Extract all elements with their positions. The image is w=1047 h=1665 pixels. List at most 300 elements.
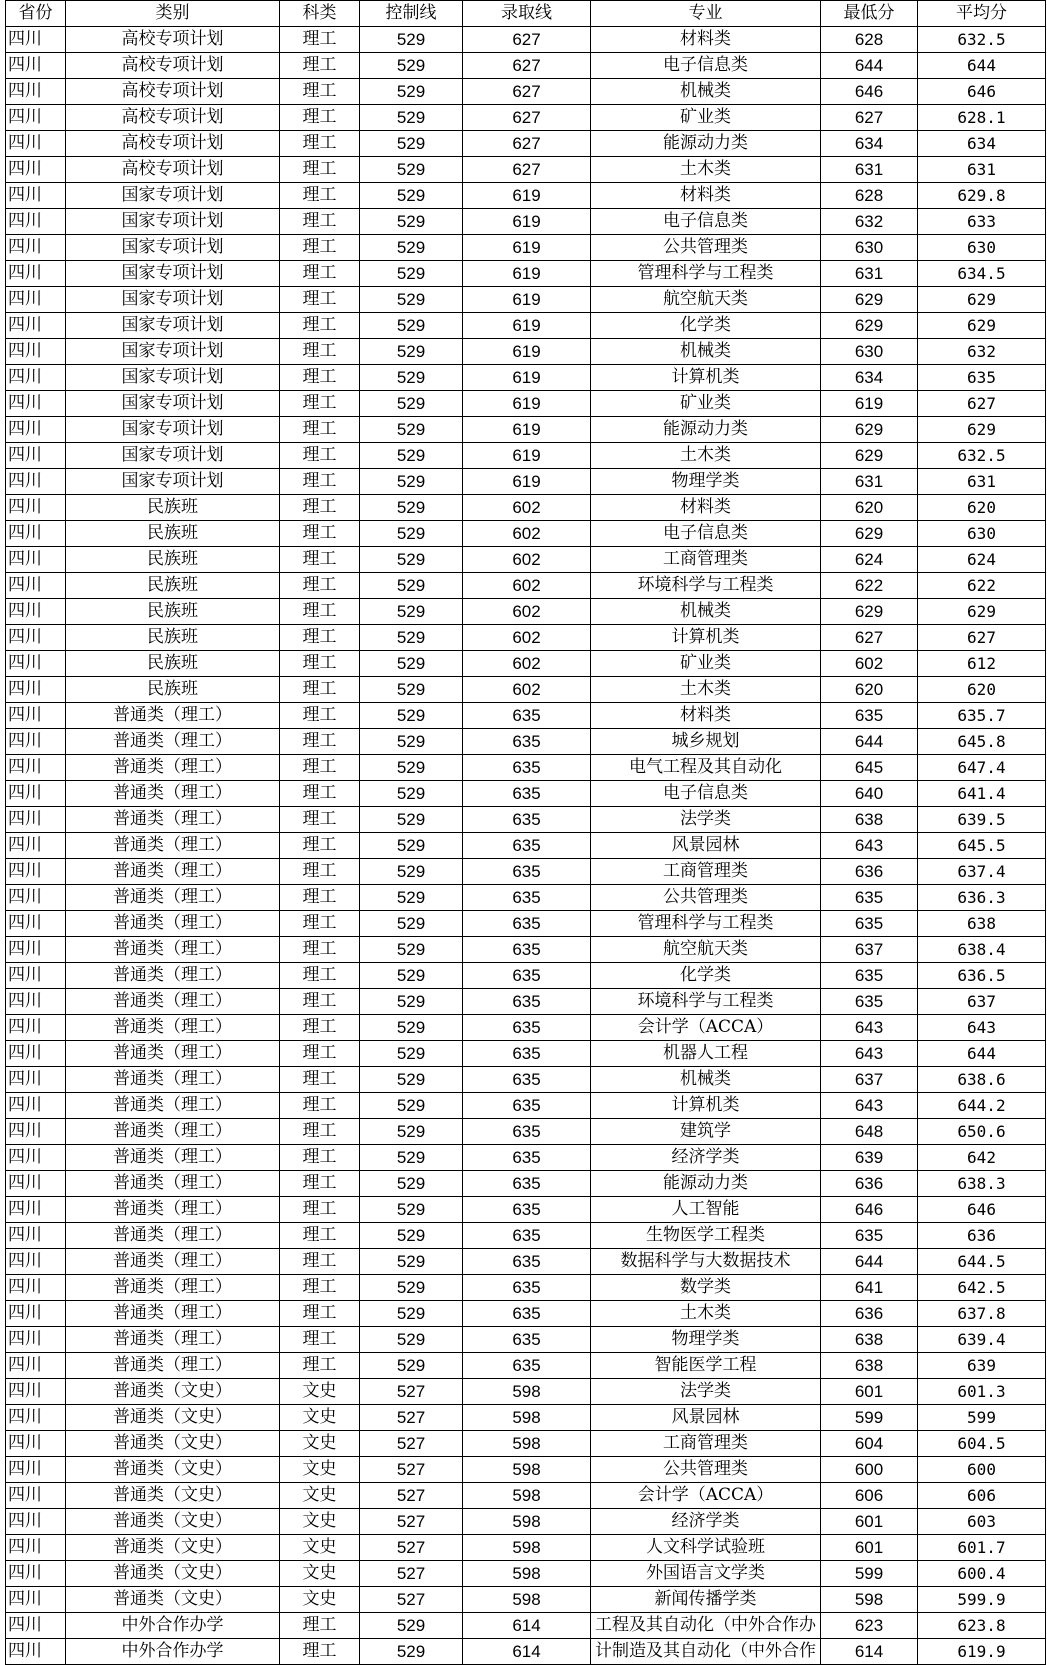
cell-subject-type: 理工 — [280, 183, 360, 209]
cell-min-score: 630 — [821, 235, 918, 261]
cell-subject-type: 理工 — [280, 859, 360, 885]
cell-subject-type: 理工 — [280, 573, 360, 599]
cell-admission-line: 635 — [463, 1275, 591, 1301]
cell-control-line: 529 — [360, 495, 463, 521]
cell-control-line: 529 — [360, 339, 463, 365]
cell-min-score: 631 — [821, 469, 918, 495]
cell-min-score: 640 — [821, 781, 918, 807]
cell-avg-score: 637 — [918, 989, 1046, 1015]
table-row — [6, 1353, 1046, 1379]
cell-province: 四川 — [6, 1535, 66, 1561]
cell-category: 国家专项计划 — [66, 261, 280, 287]
cell-subject-type: 文史 — [280, 1561, 360, 1587]
table-row — [6, 391, 1046, 417]
cell-category: 普通类（文史） — [66, 1483, 280, 1509]
table-row — [6, 157, 1046, 183]
table-row — [6, 1613, 1046, 1639]
table-row — [6, 1301, 1046, 1327]
cell-subject-type: 理工 — [280, 1119, 360, 1145]
cell-avg-score: 623.8 — [918, 1613, 1046, 1639]
cell-avg-score: 645.5 — [918, 833, 1046, 859]
cell-control-line: 529 — [360, 1093, 463, 1119]
cell-major: 人文科学试验班 — [591, 1535, 821, 1561]
table-row — [6, 469, 1046, 495]
cell-subject-type: 文史 — [280, 1509, 360, 1535]
cell-subject-type: 理工 — [280, 885, 360, 911]
table-row — [6, 911, 1046, 937]
table-row — [6, 1483, 1046, 1509]
cell-province: 四川 — [6, 287, 66, 313]
cell-admission-line: 619 — [463, 287, 591, 313]
cell-major: 工商管理类 — [591, 547, 821, 573]
cell-control-line: 529 — [360, 1171, 463, 1197]
cell-province: 四川 — [6, 443, 66, 469]
cell-major: 计算机类 — [591, 625, 821, 651]
cell-major: 矿业类 — [591, 105, 821, 131]
cell-control-line: 527 — [360, 1431, 463, 1457]
cell-subject-type: 理工 — [280, 729, 360, 755]
cell-admission-line: 635 — [463, 911, 591, 937]
cell-admission-line: 627 — [463, 79, 591, 105]
cell-category: 普通类（理工） — [66, 1041, 280, 1067]
cell-control-line: 529 — [360, 911, 463, 937]
cell-subject-type: 理工 — [280, 989, 360, 1015]
cell-min-score: 627 — [821, 625, 918, 651]
cell-major: 工程及其自动化（中外合作办 — [591, 1613, 821, 1639]
cell-control-line: 529 — [360, 1353, 463, 1379]
cell-admission-line: 635 — [463, 1093, 591, 1119]
cell-province: 四川 — [6, 1145, 66, 1171]
cell-province: 四川 — [6, 1509, 66, 1535]
cell-min-score: 648 — [821, 1119, 918, 1145]
cell-category: 普通类（理工） — [66, 833, 280, 859]
cell-category: 民族班 — [66, 599, 280, 625]
cell-min-score: 643 — [821, 833, 918, 859]
cell-admission-line: 635 — [463, 1041, 591, 1067]
cell-min-score: 635 — [821, 703, 918, 729]
cell-min-score: 627 — [821, 105, 918, 131]
cell-avg-score: 599 — [918, 1405, 1046, 1431]
cell-admission-line: 635 — [463, 1119, 591, 1145]
cell-category: 国家专项计划 — [66, 391, 280, 417]
cell-subject-type: 文史 — [280, 1483, 360, 1509]
cell-province: 四川 — [6, 131, 66, 157]
cell-subject-type: 理工 — [280, 1041, 360, 1067]
cell-control-line: 527 — [360, 1587, 463, 1613]
cell-admission-line: 627 — [463, 105, 591, 131]
cell-admission-line: 602 — [463, 599, 591, 625]
cell-control-line: 529 — [360, 209, 463, 235]
cell-admission-line: 619 — [463, 443, 591, 469]
cell-avg-score: 634 — [918, 131, 1046, 157]
cell-admission-line: 635 — [463, 781, 591, 807]
cell-province: 四川 — [6, 1561, 66, 1587]
cell-control-line: 529 — [360, 469, 463, 495]
table-row — [6, 1171, 1046, 1197]
cell-avg-score: 631 — [918, 469, 1046, 495]
cell-subject-type: 理工 — [280, 313, 360, 339]
cell-control-line: 527 — [360, 1405, 463, 1431]
cell-control-line: 529 — [360, 1015, 463, 1041]
cell-province: 四川 — [6, 339, 66, 365]
cell-category: 普通类（理工） — [66, 859, 280, 885]
cell-province: 四川 — [6, 1405, 66, 1431]
cell-major: 土木类 — [591, 443, 821, 469]
cell-avg-score: 647.4 — [918, 755, 1046, 781]
cell-subject-type: 文史 — [280, 1379, 360, 1405]
cell-major: 土木类 — [591, 677, 821, 703]
cell-min-score: 635 — [821, 1223, 918, 1249]
cell-subject-type: 理工 — [280, 807, 360, 833]
cell-min-score: 600 — [821, 1457, 918, 1483]
cell-min-score: 620 — [821, 495, 918, 521]
cell-province: 四川 — [6, 1457, 66, 1483]
table-row — [6, 885, 1046, 911]
cell-subject-type: 理工 — [280, 1301, 360, 1327]
cell-avg-score: 612 — [918, 651, 1046, 677]
cell-subject-type: 理工 — [280, 157, 360, 183]
cell-min-score: 646 — [821, 1197, 918, 1223]
table-row — [6, 209, 1046, 235]
cell-subject-type: 理工 — [280, 105, 360, 131]
table-row — [6, 1275, 1046, 1301]
cell-admission-line: 619 — [463, 417, 591, 443]
cell-min-score: 604 — [821, 1431, 918, 1457]
table-row — [6, 443, 1046, 469]
cell-avg-score: 599.9 — [918, 1587, 1046, 1613]
cell-province: 四川 — [6, 677, 66, 703]
cell-min-score: 645 — [821, 755, 918, 781]
cell-subject-type: 理工 — [280, 1171, 360, 1197]
cell-control-line: 529 — [360, 521, 463, 547]
cell-min-score: 606 — [821, 1483, 918, 1509]
cell-category: 高校专项计划 — [66, 27, 280, 53]
cell-avg-score: 642 — [918, 1145, 1046, 1171]
cell-category: 普通类（理工） — [66, 1145, 280, 1171]
cell-min-score: 634 — [821, 131, 918, 157]
cell-min-score: 601 — [821, 1535, 918, 1561]
cell-province: 四川 — [6, 391, 66, 417]
cell-control-line: 529 — [360, 833, 463, 859]
table-row — [6, 1197, 1046, 1223]
cell-subject-type: 理工 — [280, 235, 360, 261]
cell-province: 四川 — [6, 755, 66, 781]
cell-category: 普通类（理工） — [66, 807, 280, 833]
cell-admission-line: 619 — [463, 469, 591, 495]
cell-subject-type: 文史 — [280, 1535, 360, 1561]
table-row — [6, 781, 1046, 807]
cell-category: 高校专项计划 — [66, 53, 280, 79]
cell-admission-line: 635 — [463, 1327, 591, 1353]
cell-category: 高校专项计划 — [66, 131, 280, 157]
cell-major: 矿业类 — [591, 651, 821, 677]
cell-province: 四川 — [6, 1015, 66, 1041]
cell-subject-type: 文史 — [280, 1587, 360, 1613]
cell-min-score: 624 — [821, 547, 918, 573]
cell-avg-score: 627 — [918, 391, 1046, 417]
cell-major: 公共管理类 — [591, 885, 821, 911]
cell-subject-type: 理工 — [280, 1015, 360, 1041]
cell-min-score: 599 — [821, 1561, 918, 1587]
cell-major: 计算机类 — [591, 365, 821, 391]
cell-major: 化学类 — [591, 313, 821, 339]
table-row — [6, 27, 1046, 53]
cell-category: 民族班 — [66, 625, 280, 651]
header-min-score: 最低分 — [821, 1, 918, 27]
cell-avg-score: 624 — [918, 547, 1046, 573]
table-row — [6, 1327, 1046, 1353]
cell-control-line: 529 — [360, 989, 463, 1015]
cell-category: 民族班 — [66, 573, 280, 599]
header-avg-score: 平均分 — [918, 1, 1046, 27]
cell-avg-score: 639 — [918, 1353, 1046, 1379]
cell-min-score: 635 — [821, 963, 918, 989]
cell-category: 普通类（理工） — [66, 1171, 280, 1197]
cell-major: 机器人工程 — [591, 1041, 821, 1067]
header-province: 省份 — [6, 1, 66, 27]
cell-category: 中外合作办学 — [66, 1639, 280, 1665]
cell-admission-line: 602 — [463, 651, 591, 677]
cell-major: 智能医学工程 — [591, 1353, 821, 1379]
cell-category: 国家专项计划 — [66, 183, 280, 209]
cell-avg-score: 631 — [918, 157, 1046, 183]
cell-major: 公共管理类 — [591, 235, 821, 261]
cell-admission-line: 619 — [463, 235, 591, 261]
cell-major: 电子信息类 — [591, 53, 821, 79]
table-row — [6, 963, 1046, 989]
cell-min-score: 634 — [821, 365, 918, 391]
table-row — [6, 1639, 1046, 1665]
cell-admission-line: 598 — [463, 1483, 591, 1509]
cell-province: 四川 — [6, 963, 66, 989]
cell-avg-score: 635.7 — [918, 703, 1046, 729]
cell-control-line: 529 — [360, 183, 463, 209]
cell-subject-type: 理工 — [280, 755, 360, 781]
table-row — [6, 79, 1046, 105]
cell-avg-score: 638 — [918, 911, 1046, 937]
cell-province: 四川 — [6, 105, 66, 131]
cell-subject-type: 理工 — [280, 209, 360, 235]
cell-province: 四川 — [6, 183, 66, 209]
cell-avg-score: 600.4 — [918, 1561, 1046, 1587]
cell-min-score: 643 — [821, 1041, 918, 1067]
cell-control-line: 529 — [360, 963, 463, 989]
cell-subject-type: 理工 — [280, 79, 360, 105]
cell-control-line: 529 — [360, 859, 463, 885]
cell-province: 四川 — [6, 1431, 66, 1457]
cell-major: 矿业类 — [591, 391, 821, 417]
cell-category: 民族班 — [66, 495, 280, 521]
table-row — [6, 183, 1046, 209]
cell-subject-type: 理工 — [280, 963, 360, 989]
cell-subject-type: 理工 — [280, 495, 360, 521]
cell-min-score: 629 — [821, 417, 918, 443]
cell-min-score: 638 — [821, 807, 918, 833]
cell-category: 普通类（文史） — [66, 1457, 280, 1483]
cell-major: 环境科学与工程类 — [591, 989, 821, 1015]
cell-admission-line: 635 — [463, 1223, 591, 1249]
cell-category: 国家专项计划 — [66, 417, 280, 443]
cell-subject-type: 理工 — [280, 1223, 360, 1249]
table-row — [6, 1379, 1046, 1405]
table-row — [6, 651, 1046, 677]
cell-avg-score: 606 — [918, 1483, 1046, 1509]
cell-avg-score: 600 — [918, 1457, 1046, 1483]
cell-category: 国家专项计划 — [66, 235, 280, 261]
cell-category: 普通类（理工） — [66, 937, 280, 963]
table-row — [6, 1015, 1046, 1041]
table-row — [6, 859, 1046, 885]
cell-category: 民族班 — [66, 547, 280, 573]
cell-subject-type: 理工 — [280, 651, 360, 677]
cell-admission-line: 635 — [463, 963, 591, 989]
table-row — [6, 313, 1046, 339]
cell-avg-score: 627 — [918, 625, 1046, 651]
cell-control-line: 529 — [360, 573, 463, 599]
header-control-line: 控制线 — [360, 1, 463, 27]
cell-major: 工商管理类 — [591, 1431, 821, 1457]
cell-control-line: 529 — [360, 625, 463, 651]
cell-admission-line: 602 — [463, 495, 591, 521]
cell-admission-line: 635 — [463, 755, 591, 781]
cell-province: 四川 — [6, 859, 66, 885]
cell-avg-score: 644.5 — [918, 1249, 1046, 1275]
cell-category: 普通类（理工） — [66, 1015, 280, 1041]
cell-control-line: 529 — [360, 27, 463, 53]
cell-avg-score: 622 — [918, 573, 1046, 599]
table-row — [6, 1067, 1046, 1093]
cell-subject-type: 理工 — [280, 781, 360, 807]
cell-province: 四川 — [6, 1353, 66, 1379]
cell-province: 四川 — [6, 1379, 66, 1405]
cell-category: 中外合作办学 — [66, 1613, 280, 1639]
cell-admission-line: 598 — [463, 1561, 591, 1587]
table-row — [6, 807, 1046, 833]
cell-province: 四川 — [6, 937, 66, 963]
cell-category: 普通类（理工） — [66, 1353, 280, 1379]
cell-major: 公共管理类 — [591, 1457, 821, 1483]
cell-province: 四川 — [6, 1223, 66, 1249]
cell-category: 国家专项计划 — [66, 209, 280, 235]
cell-min-score: 643 — [821, 1015, 918, 1041]
cell-major: 机械类 — [591, 79, 821, 105]
cell-min-score: 599 — [821, 1405, 918, 1431]
cell-province: 四川 — [6, 1171, 66, 1197]
cell-min-score: 644 — [821, 1249, 918, 1275]
cell-subject-type: 理工 — [280, 365, 360, 391]
cell-admission-line: 598 — [463, 1457, 591, 1483]
cell-province: 四川 — [6, 1327, 66, 1353]
cell-subject-type: 理工 — [280, 417, 360, 443]
table-row — [6, 1119, 1046, 1145]
cell-category: 民族班 — [66, 521, 280, 547]
cell-control-line: 529 — [360, 391, 463, 417]
cell-category: 普通类（理工） — [66, 781, 280, 807]
cell-category: 普通类（理工） — [66, 885, 280, 911]
table-row — [6, 989, 1046, 1015]
table-body — [6, 27, 1046, 1665]
cell-admission-line: 635 — [463, 807, 591, 833]
cell-category: 普通类（理工） — [66, 1249, 280, 1275]
cell-subject-type: 理工 — [280, 547, 360, 573]
cell-province: 四川 — [6, 833, 66, 859]
cell-subject-type: 理工 — [280, 1249, 360, 1275]
cell-control-line: 529 — [360, 443, 463, 469]
cell-admission-line: 602 — [463, 625, 591, 651]
cell-major: 机械类 — [591, 599, 821, 625]
cell-major: 材料类 — [591, 183, 821, 209]
cell-province: 四川 — [6, 1197, 66, 1223]
cell-admission-line: 635 — [463, 859, 591, 885]
cell-subject-type: 理工 — [280, 131, 360, 157]
cell-subject-type: 理工 — [280, 391, 360, 417]
cell-category: 普通类（理工） — [66, 989, 280, 1015]
cell-avg-score: 601.7 — [918, 1535, 1046, 1561]
cell-control-line: 529 — [360, 885, 463, 911]
cell-major: 航空航天类 — [591, 287, 821, 313]
cell-province: 四川 — [6, 573, 66, 599]
cell-min-score: 628 — [821, 183, 918, 209]
cell-category: 普通类（文史） — [66, 1379, 280, 1405]
cell-control-line: 529 — [360, 599, 463, 625]
cell-admission-line: 598 — [463, 1405, 591, 1431]
cell-min-score: 619 — [821, 391, 918, 417]
table-row — [6, 417, 1046, 443]
cell-subject-type: 理工 — [280, 1197, 360, 1223]
cell-subject-type: 理工 — [280, 1613, 360, 1639]
cell-min-score: 637 — [821, 937, 918, 963]
cell-province: 四川 — [6, 625, 66, 651]
cell-category: 国家专项计划 — [66, 339, 280, 365]
cell-control-line: 529 — [360, 1639, 463, 1665]
cell-major: 土木类 — [591, 1301, 821, 1327]
header-admission-line: 录取线 — [463, 1, 591, 27]
cell-subject-type: 理工 — [280, 469, 360, 495]
cell-major: 材料类 — [591, 27, 821, 53]
cell-admission-line: 619 — [463, 261, 591, 287]
cell-major: 电子信息类 — [591, 781, 821, 807]
cell-major: 法学类 — [591, 807, 821, 833]
cell-min-score: 643 — [821, 1093, 918, 1119]
cell-major: 城乡规划 — [591, 729, 821, 755]
cell-control-line: 529 — [360, 1197, 463, 1223]
cell-province: 四川 — [6, 911, 66, 937]
cell-min-score: 638 — [821, 1327, 918, 1353]
cell-category: 普通类（文史） — [66, 1509, 280, 1535]
cell-avg-score: 632.5 — [918, 27, 1046, 53]
cell-admission-line: 619 — [463, 339, 591, 365]
cell-category: 普通类（理工） — [66, 1327, 280, 1353]
cell-province: 四川 — [6, 521, 66, 547]
cell-min-score: 636 — [821, 859, 918, 885]
cell-province: 四川 — [6, 495, 66, 521]
cell-min-score: 632 — [821, 209, 918, 235]
cell-major: 管理科学与工程类 — [591, 911, 821, 937]
cell-province: 四川 — [6, 1613, 66, 1639]
cell-major: 会计学（ACCA） — [591, 1483, 821, 1509]
cell-category: 民族班 — [66, 677, 280, 703]
cell-admission-line: 635 — [463, 703, 591, 729]
cell-min-score: 644 — [821, 729, 918, 755]
cell-admission-line: 602 — [463, 547, 591, 573]
cell-category: 普通类（文史） — [66, 1587, 280, 1613]
cell-avg-score: 643 — [918, 1015, 1046, 1041]
cell-min-score: 602 — [821, 651, 918, 677]
cell-category: 普通类（理工） — [66, 703, 280, 729]
cell-avg-score: 636 — [918, 1223, 1046, 1249]
cell-control-line: 529 — [360, 53, 463, 79]
cell-min-score: 635 — [821, 885, 918, 911]
